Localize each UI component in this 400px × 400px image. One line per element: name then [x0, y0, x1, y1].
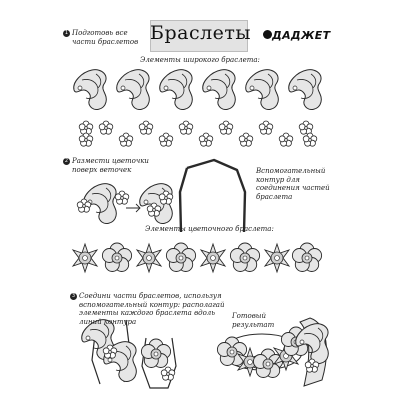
small-flower-icon [99, 121, 113, 134]
brand-logo: ДАДЖЕТ [272, 29, 331, 42]
large-flower-icon [230, 243, 259, 272]
contour-note [256, 167, 330, 201]
step3-line: вспомогательный контур: располагай [79, 300, 225, 309]
ready-result-label [232, 312, 274, 329]
ready-line: Готовый [232, 312, 266, 320]
small-flower-icon [79, 133, 93, 146]
small-flower-icon [139, 121, 153, 134]
step3-assembly [82, 320, 176, 388]
step2-number: 2 [64, 158, 69, 164]
step1-number: 1 [64, 30, 69, 36]
small-flower-rows [79, 121, 317, 146]
wide-bracelet-heading: Элементы широкого браслета: [140, 56, 260, 64]
small-flower-icon [219, 121, 233, 134]
large-flower-icon [137, 244, 161, 272]
brand-logo-icon [263, 30, 272, 39]
step2-line: Размести цветочки [72, 157, 149, 165]
large-flower-icon [102, 243, 131, 272]
page-title: Браслеты [150, 22, 252, 44]
step3-line: линий контура [79, 317, 137, 326]
small-flower-icon [303, 133, 317, 146]
small-flower-icon [239, 133, 253, 146]
step1-instruction [63, 29, 138, 46]
step3-number: 3 [71, 293, 76, 299]
ready-line: результат [232, 320, 275, 329]
leaf-motif-icon [160, 70, 193, 110]
step1-line: Подготовь все [72, 29, 128, 37]
step3-line: элементы каждого браслета вдоль [79, 309, 216, 317]
leaf-motif-icon [246, 70, 279, 110]
small-flower-icon [299, 121, 313, 134]
large-flower-icon [265, 244, 289, 272]
large-flower-icon [292, 243, 321, 272]
contour-note-line: соединения частей [256, 184, 330, 192]
small-flower-icon [79, 121, 93, 134]
small-flower-icon [161, 367, 175, 380]
small-flower-icon [159, 133, 173, 146]
step3-instruction [70, 292, 224, 326]
leaf-motif-icon [203, 70, 236, 110]
step2-example [77, 184, 173, 224]
large-flower-icon [166, 243, 195, 272]
contour-note-line: браслета [256, 192, 293, 201]
small-flower-icon [259, 121, 273, 134]
large-flower-icon [201, 244, 225, 272]
small-flower-icon [279, 133, 293, 146]
step3-line: Соедини части браслетов, используя [79, 292, 222, 300]
contour-note-line: контур для [256, 175, 300, 184]
small-flower-icon [115, 191, 129, 204]
flower-bracelet-heading: Элементы цветочного браслета: [145, 225, 274, 233]
small-flower-icon [199, 133, 213, 146]
leaf-motif-icon [74, 70, 107, 110]
step2-instruction [63, 157, 149, 174]
leaf-motif-icon [117, 70, 150, 110]
arrow-icon [126, 204, 140, 212]
leaf-row [74, 70, 322, 110]
octagon-contour-icon [180, 160, 245, 232]
flower-row [73, 243, 322, 272]
large-flower-icon [73, 244, 97, 272]
contour-note-line: Вспомогательный [256, 167, 326, 175]
step1-line: части браслетов [72, 37, 139, 46]
small-flower-icon [179, 121, 193, 134]
step2-line: поверх веточек [72, 165, 132, 174]
leaf-motif-icon [289, 70, 322, 110]
small-flower-icon [119, 133, 133, 146]
